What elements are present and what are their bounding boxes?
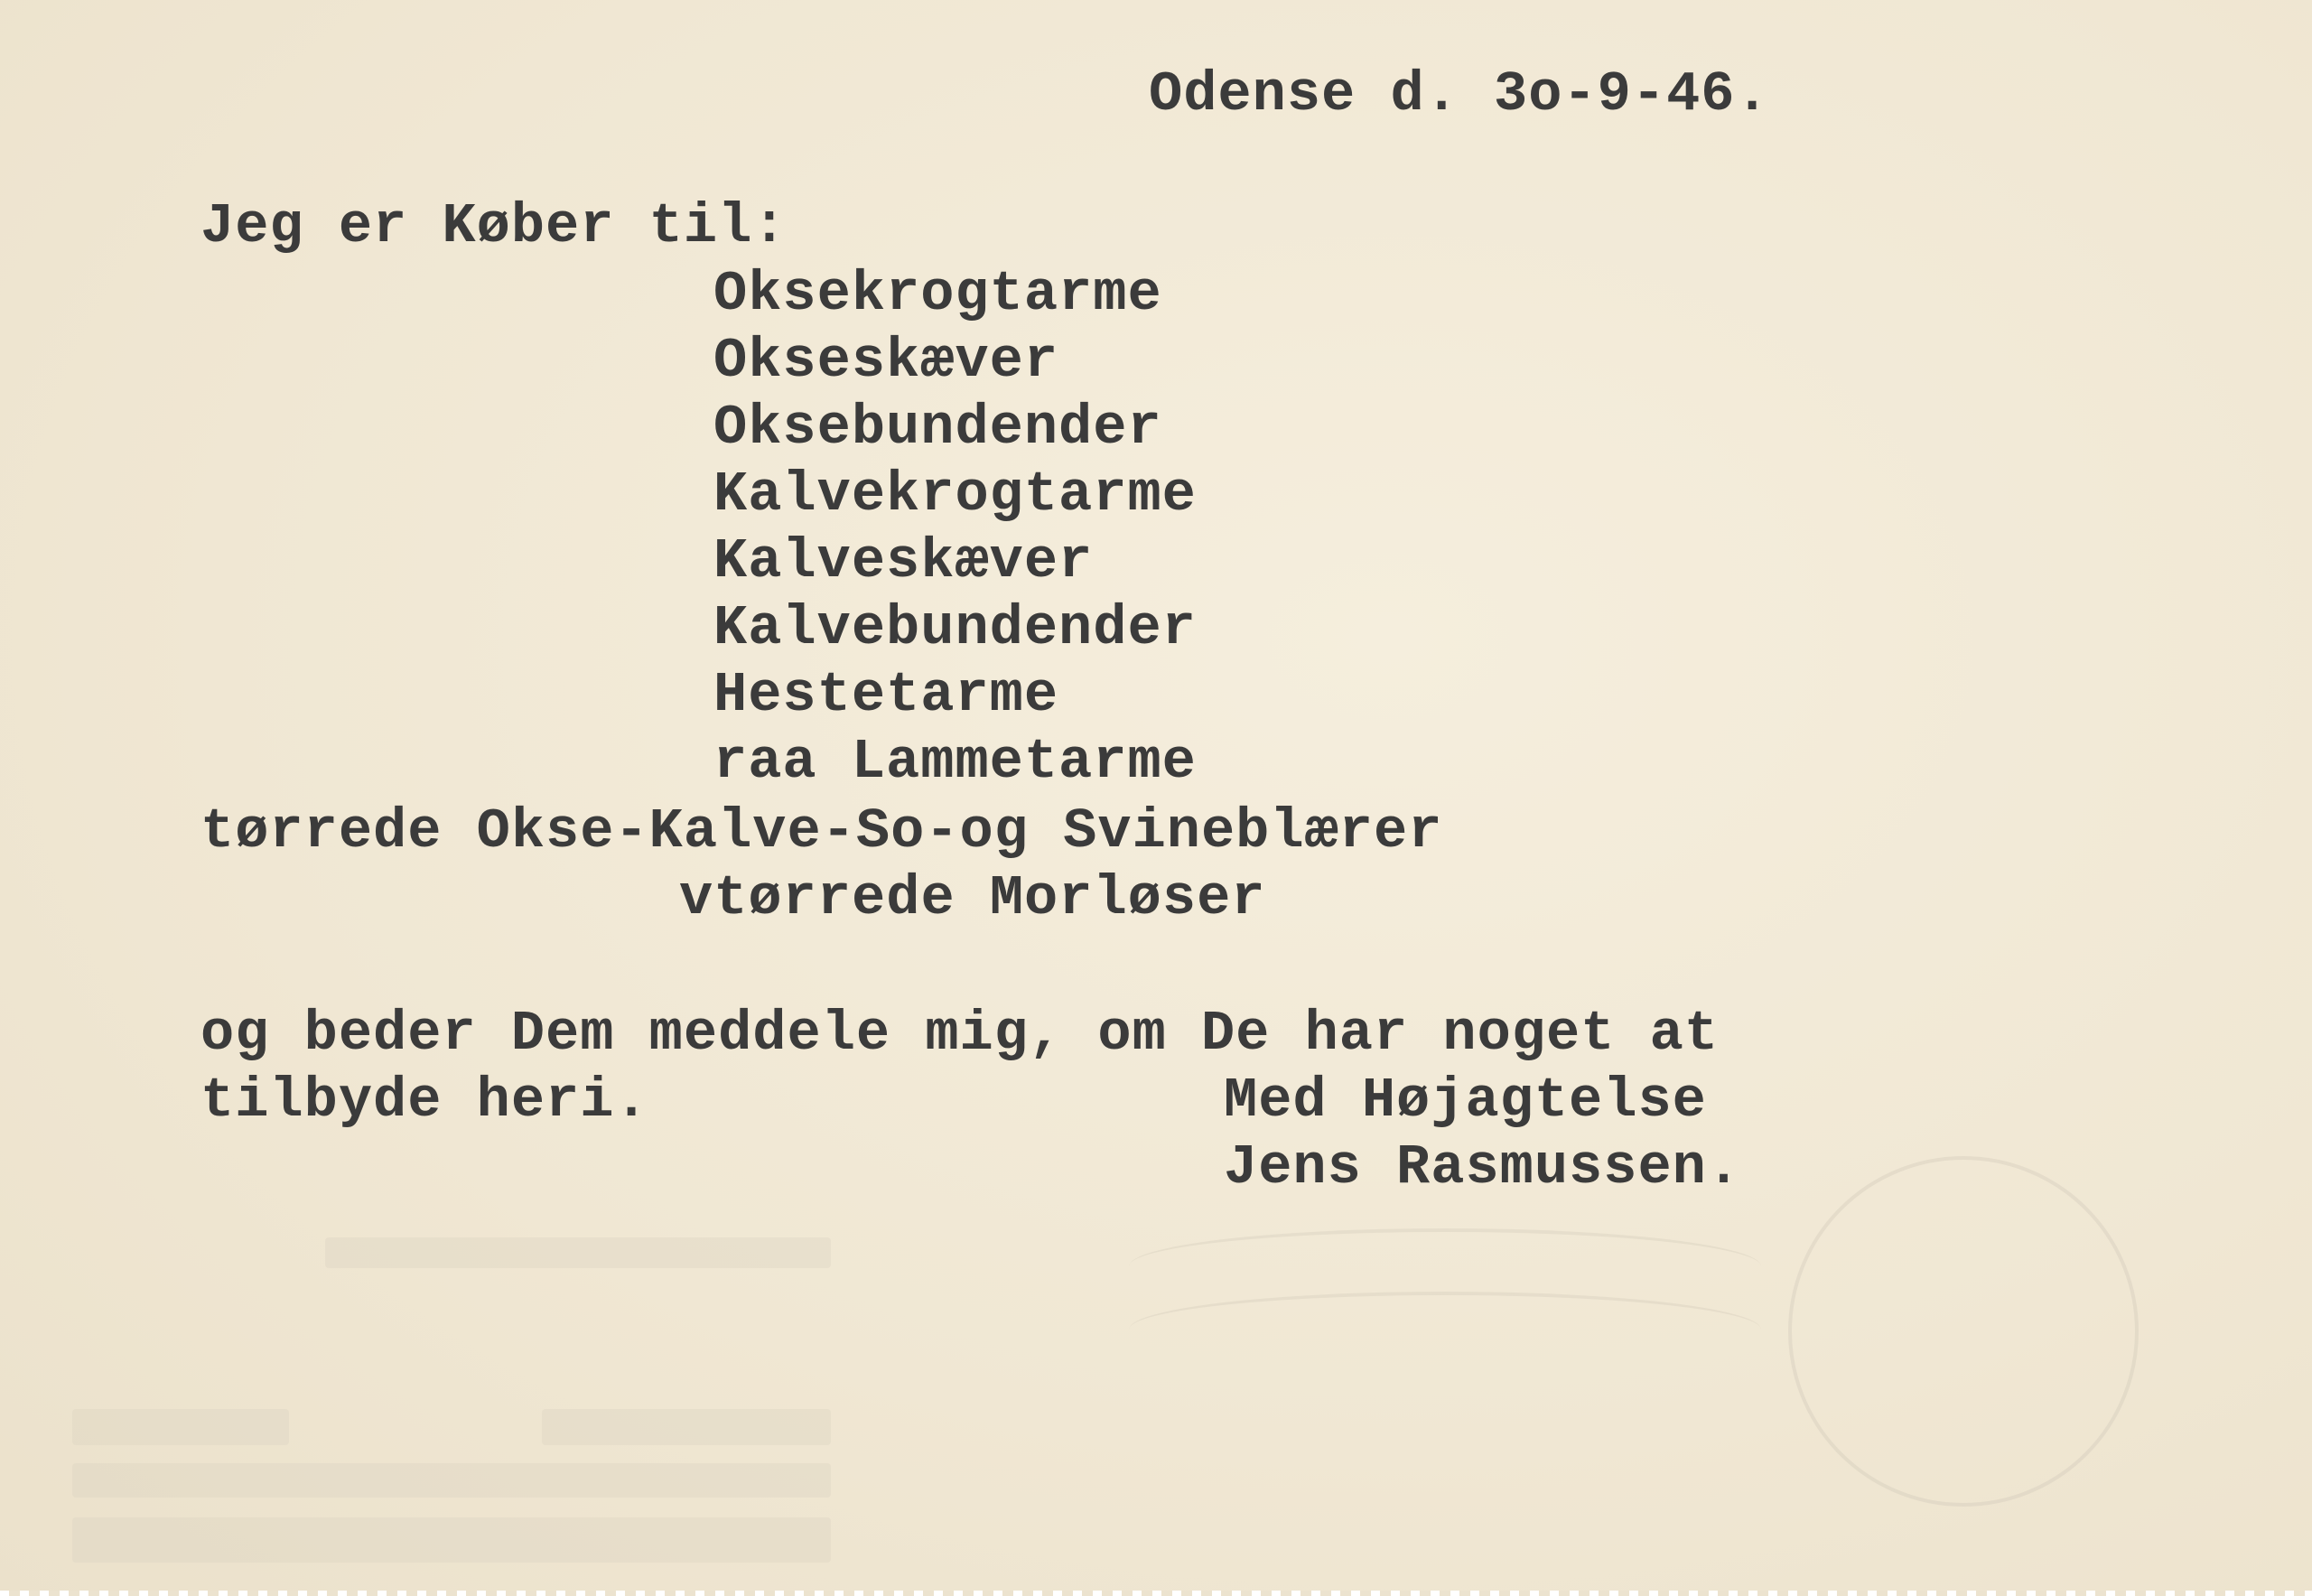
- list-item: Oksekrogtarme: [713, 262, 1162, 326]
- request-line: og beder Dem meddele mig, om De har noget at: [200, 1002, 1720, 1066]
- list-item: Oksebundender: [713, 396, 1162, 460]
- list-item: Kalvekrogtarme: [713, 462, 1197, 527]
- postmark-ring: [1788, 1156, 2139, 1507]
- perforated-edge: [0, 1591, 2312, 1596]
- letter-date: Odense d. 3o-9-46.: [1149, 62, 1770, 126]
- list-item: Kalveskæver: [713, 529, 1094, 593]
- show-through-line: [72, 1409, 289, 1445]
- closing: Med Højagtelse: [1224, 1069, 1707, 1133]
- list-item: raa Lammetarme: [713, 730, 1197, 794]
- list-item: Kalvebundender: [713, 596, 1197, 660]
- list-item: Okseskæver: [713, 329, 1059, 393]
- show-through-line: [72, 1517, 831, 1563]
- morloser-line: vtørrede Morløser: [679, 866, 1266, 930]
- postmark-wave: [1129, 1292, 1761, 1367]
- show-through-line: [325, 1237, 831, 1268]
- show-through-line: [542, 1409, 831, 1445]
- request-line-end: tilbyde heri.: [200, 1069, 649, 1133]
- signature: Jens Rasmussen.: [1224, 1135, 1742, 1199]
- bladders-line: tørrede Okse-Kalve-So-og Svineblærer: [200, 799, 1443, 863]
- list-item: Hestetarme: [713, 663, 1059, 727]
- show-through-line: [72, 1463, 831, 1498]
- letter-intro: Jeg er Køber til:: [200, 194, 788, 258]
